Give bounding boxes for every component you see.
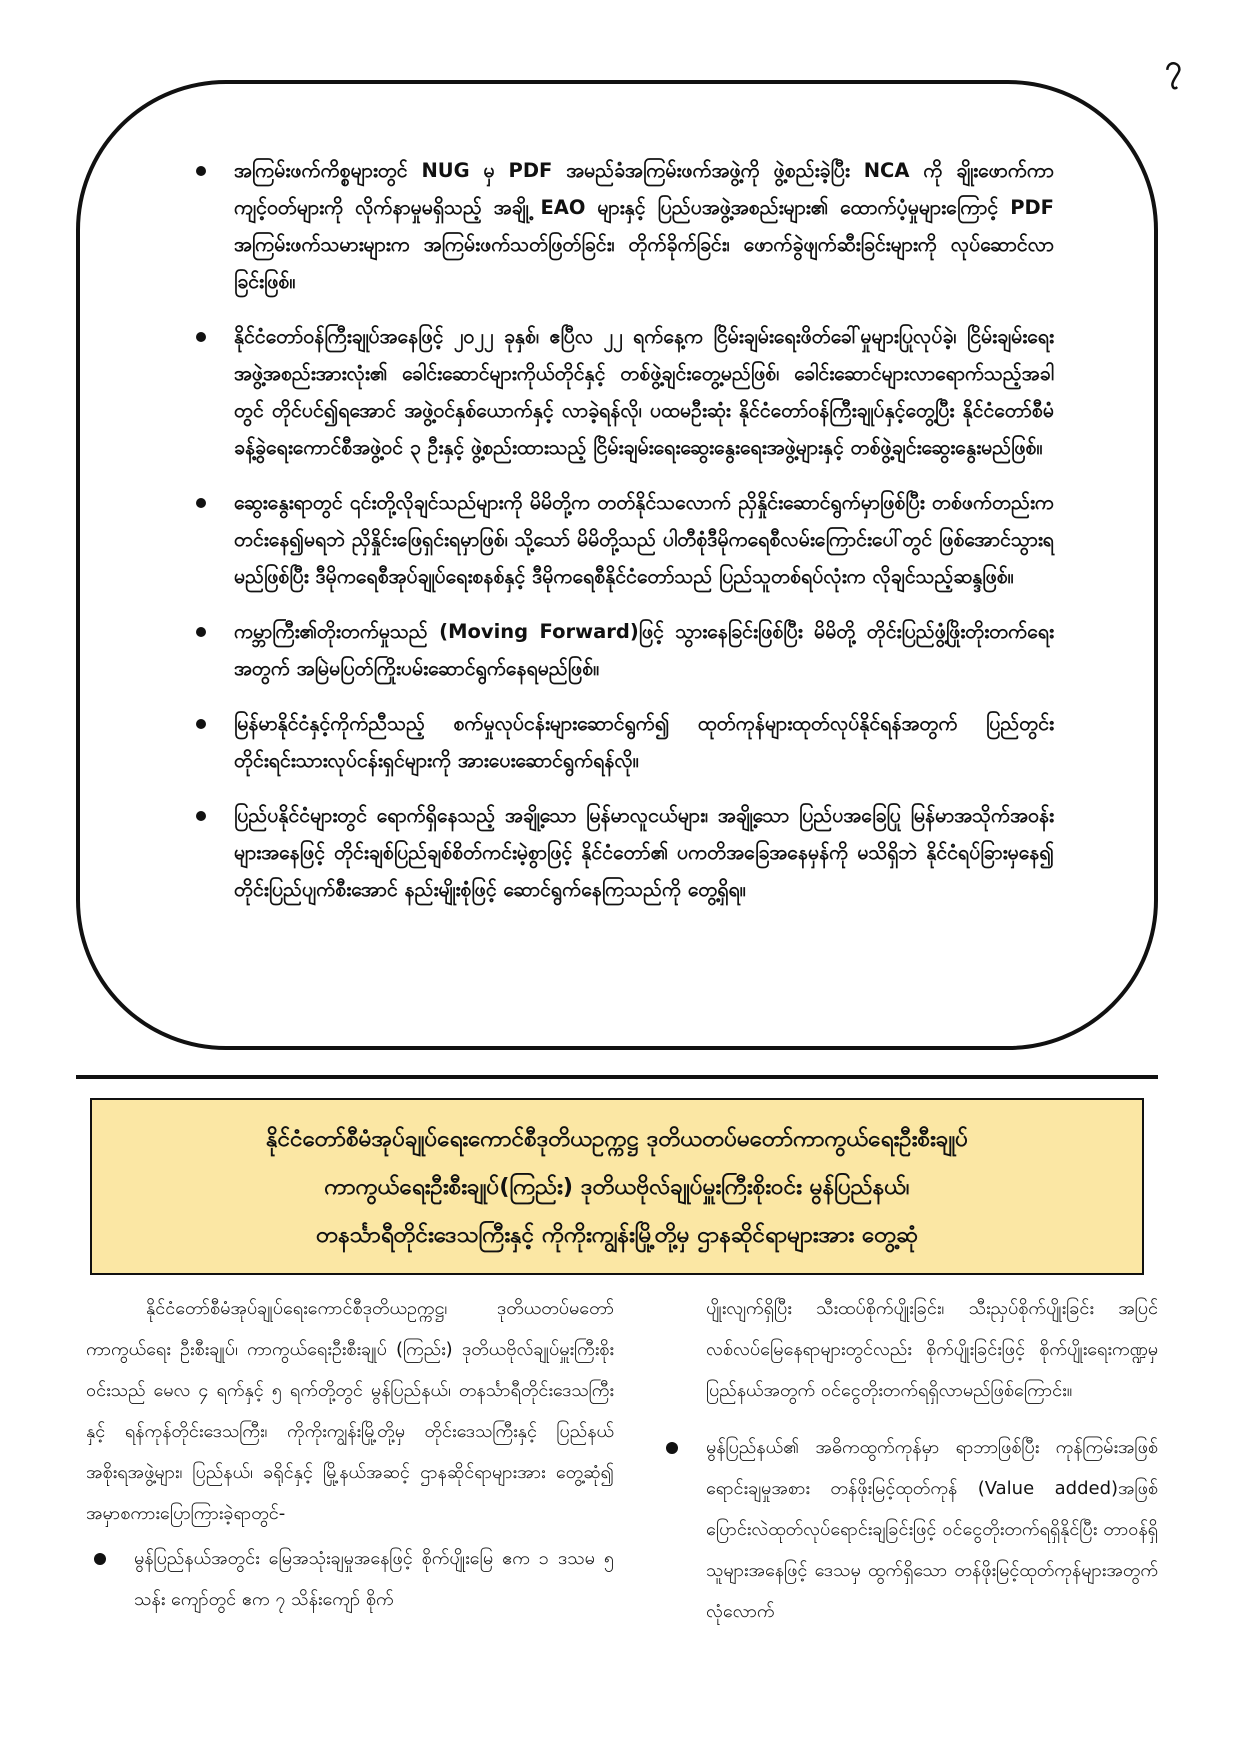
summary-box	[76, 80, 1158, 1050]
article-column-left	[86, 1288, 614, 1632]
headline-line-1: နိုင်ငံတော်စီမံအုပ်ချုပ်ရေးကောင်စီဒုတိယဥက္ကဋ္ဌ ဒုတိယတပ်မတော်ကာကွယ်ရေးဦးစီးချုပ်	[266, 1125, 968, 1152]
bullet-icon	[666, 1442, 678, 1454]
article-bullet-list	[86, 1538, 614, 1620]
summary-bullet-text: ဆွေးနွေးရာတွင် ၎င်းတို့လိုချင်သည်များကို မိမိတို့က တတ်နိုင်သလောက် ညှိနှိုင်းဆောင်ရွက်မှာဖြစ်ပြီး တစ်ဖက်တည်းကတင်းနေ၍မရဘဲ ညှိနှိုင်းဖြေရှင်းရမှာဖြစ်၊ သို့သော် မိမိတို့သည် ပါတီစုံဒီမိုကရေစီလမ်းကြောင်းပေါ်တွင် ဖြစ်အောင်သွားရမည်ဖြစ်ပြီး ဒီမိုကရေစီအုပ်ချုပ်ရေးစနစ်နှင့် ဒီမိုကရေစီနိုင်ငံတော်သည် ပြည်သူတစ်ရပ်လုံးက လိုချင်သည့်ဆန္ဒဖြစ်။	[234, 491, 1054, 588]
bullet-icon	[196, 332, 206, 342]
bullet-icon	[196, 627, 206, 637]
article-intro-paragraph: နိုင်ငံတော်စီမံအုပ်ချုပ်ရေးကောင်စီဒုတိယဥက္ကဋ္ဌ၊ ဒုတိယတပ်မတော်ကာကွယ်ရေး ဦးစီးချုပ်၊ ကာကွယ်ရေးဦးစီးချုပ် (ကြည်း) ဒုတိယဗိုလ်ချုပ်မှူးကြီးစိုးဝင်းသည် မေလ ၄ ရက်နှင့် ၅ ရက်တို့တွင် မွန်ပြည်နယ်၊ တနင်္သာရီတိုင်းဒေသကြီးနှင့် ရန်ကုန်တိုင်းဒေသကြီး၊ ကိုကိုးကျွန်းမြို့တို့မှ တိုင်းဒေသကြီးနှင့် ပြည်နယ်အစိုးရအဖွဲ့များ၊ ပြည်နယ်၊ ခရိုင်နှင့် မြို့နယ်အဆင့် ဌာနဆိုင်ရာများအား တွေ့ဆုံ၍ အမှာစကားပြောကြားခဲ့ရာတွင်-	[86, 1298, 614, 1524]
section-divider	[76, 1075, 1158, 1079]
article-bullet-text: မွန်ပြည်နယ်အတွင်း မြေအသုံးချမှုအနေဖြင့် စိုက်ပျိုးမြေ ဧက ၁ ဒသမ ၅ သန်း ကျော်တွင် ဧက ၇ သိန်းကျော် စိုက်	[134, 1548, 614, 1610]
summary-bullet-item	[196, 797, 1054, 908]
summary-bullet-item	[196, 613, 1054, 687]
summary-bullet-text: မြန်မာနိုင်ငံနှင့်ကိုက်ညီသည့် စက်မှုလုပ်ငန်းများဆောင်ရွက်၍ ထုတ်ကုန်များထုတ်လုပ်နိုင်ရန်အတွက် ပြည်တွင်းတိုင်းရင်းသားလုပ်ငန်းရှင်များကို အားပေးဆောင်ရွက်ရန်လို။	[234, 712, 1054, 772]
bullet-icon	[94, 1553, 106, 1565]
article-bullet-item	[86, 1538, 614, 1620]
bullet-icon	[196, 811, 206, 821]
article-bullet-list	[658, 1427, 1158, 1632]
article-bullet-item	[658, 1427, 1158, 1632]
page-number: ၇	[1165, 49, 1182, 84]
summary-bullet-item	[196, 484, 1054, 595]
article-headline	[90, 1098, 1144, 1275]
summary-bullet-text: နိုင်ငံတော်ဝန်ကြီးချုပ်အနေဖြင့် ၂၀၂၂ ခုနှစ်၊ ဧပြီလ ၂၂ ရက်နေ့က ငြိမ်းချမ်းရေးဖိတ်ခေါ်မှုများပြုလုပ်ခဲ့၊ ငြိမ်းချမ်းရေးအဖွဲ့အစည်းအားလုံး၏ ခေါင်းဆောင်များကိုယ်တိုင်နှင့် တစ်ဖွဲ့ချင်းတွေ့မည်ဖြစ်၊ ခေါင်းဆောင်များလာရောက်သည့်အခါတွင် တိုင်ပင်၍ရအောင် အဖွဲ့ဝင်နှစ်ယောက်နှင့် လာခဲ့ရန်လို၊ ပထမဦးဆုံး နိုင်ငံတော်ဝန်ကြီးချုပ်နှင့်တွေ့ပြီး နိုင်ငံတော်စီမံခန့်ခွဲရေးကောင်စီအဖွဲ့ဝင် ၃ ဦးနှင့် ဖွဲ့စည်းထားသည့် ငြိမ်းချမ်းရေးဆွေးနွေးရေးအဖွဲ့များနှင့် တစ်ဖွဲ့ချင်းဆွေးနွေးမည်ဖြစ်။	[234, 325, 1054, 459]
summary-bullet-item	[196, 705, 1054, 779]
bullet-icon	[196, 719, 206, 729]
summary-bullet-list	[196, 152, 1054, 908]
summary-bullet-item	[196, 152, 1054, 300]
bullet-icon	[196, 498, 206, 508]
summary-bullet-item	[196, 318, 1054, 466]
summary-bullet-text: အကြမ်းဖက်ကိစ္စများတွင် NUG မှ PDF အမည်ခံအကြမ်းဖက်အဖွဲ့ကို ဖွဲ့စည်းခဲ့ပြီး NCA ကို ချိုးဖောက်ကာ ကျင့်ဝတ်များကို လိုက်နာမှုမရှိသည့် အချို့ EAO များနှင့် ပြည်ပအဖွဲ့အစည်းများ၏ ထောက်ပံ့မှုများကြောင့် PDF အကြမ်းဖက်သမားများက အကြမ်းဖက်သတ်ဖြတ်ခြင်း၊ တိုက်ခိုက်ခြင်း၊ ဖောက်ခွဲဖျက်ဆီးခြင်းများကို လုပ်ဆောင်လာခြင်းဖြစ်။	[234, 159, 1054, 293]
summary-bullet-text: ကမ္ဘာကြီး၏တိုးတက်မှုသည် (Moving Forward)ဖြင့် သွားနေခြင်းဖြစ်ပြီး မိမိတို့ တိုင်းပြည်ဖွံ့ဖြိုးတိုးတက်ရေးအတွက် အမြဲမပြတ်ကြိုးပမ်းဆောင်ရွက်နေရမည်ဖြစ်။	[234, 620, 1054, 680]
article-column-right	[658, 1288, 1158, 1644]
article-bullet-text: မွန်ပြည်နယ်၏ အဓိကထွက်ကုန်မှာ ရာဘာဖြစ်ပြီး ကုန်ကြမ်းအဖြစ် ရောင်းချမှုအစား တန်ဖိုးမြင့်ထုတ်ကုန် (Value added)အဖြစ် ပြောင်းလဲထုတ်လုပ်ရောင်းချခြင်းဖြင့် ဝင်ငွေတိုးတက်ရရှိနိုင်ပြီး တာဝန်ရှိသူများအနေဖြင့် ဒေသမှ ထွက်ရှိသော တန်ဖိုးမြင့်ထုတ်ကုန်များအတွက် လုံလောက်	[706, 1437, 1158, 1622]
bullet-icon	[196, 166, 206, 176]
headline-line-2: ကာကွယ်ရေးဦးစီးချုပ်(ကြည်း) ဒုတိယဗိုလ်ချုပ်မှူးကြီးစိုးဝင်း မွန်ပြည်နယ်၊	[324, 1173, 910, 1200]
headline-line-3: တနင်္သာရီတိုင်းဒေသကြီးနှင့် ကိုကိုးကျွန်းမြို့တို့မှ ဌာနဆိုင်ရာများအား တွေ့ဆုံ	[316, 1221, 918, 1248]
article-continuation-paragraph: ပျိုးလျက်ရှိပြီး သီးထပ်စိုက်ပျိုးခြင်း၊ သီးညှပ်စိုက်ပျိုးခြင်း အပြင် လစ်လပ်မြေနေရာများတွင်လည်း စိုက်ပျိုးခြင်းဖြင့် စိုက်ပျိုးရေးကဏ္ဍမှ ပြည်နယ်အတွက် ဝင်ငွေတိုးတက်ရရှိလာမည်ဖြစ်ကြောင်း။	[706, 1298, 1158, 1401]
summary-bullet-text: ပြည်ပနိုင်ငံများတွင် ရောက်ရှိနေသည့် အချို့သော မြန်မာလူငယ်များ၊ အချို့သော ပြည်ပအခြေပြု မြန်မာအသိုက်အဝန်းများအနေဖြင့် တိုင်းချစ်ပြည်ချစ်စိတ်ကင်းမဲ့စွာဖြင့် နိုင်ငံတော်၏ ပကတိအခြေအနေမှန်ကို မသိရှိဘဲ နိုင်ငံရပ်ခြားမှနေ၍ တိုင်းပြည်ပျက်စီးအောင် နည်းမျိုးစုံဖြင့် ဆောင်ရွက်နေကြသည်ကို တွေ့ရှိရ။	[234, 804, 1054, 901]
